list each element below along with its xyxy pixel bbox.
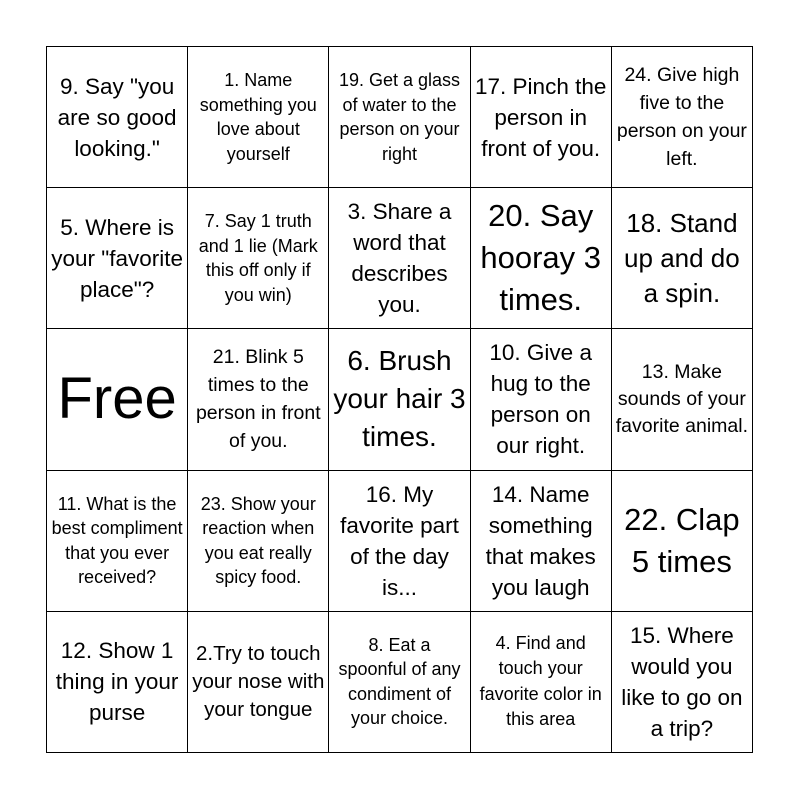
cell-text: 21. Blink 5 times to the person in front of you. bbox=[195, 346, 321, 453]
cell-text: 2.Try to touch your nose with your tongue bbox=[192, 641, 325, 721]
bingo-cell[interactable] bbox=[188, 188, 329, 329]
bingo-cell[interactable] bbox=[471, 329, 612, 470]
cell-text: 23. Show your reaction when you eat really spicy food. bbox=[200, 493, 316, 588]
bingo-cell[interactable] bbox=[612, 471, 753, 612]
cell-text: 7. Say 1 truth and 1 lie (Mark this off only if you win) bbox=[198, 211, 318, 305]
bingo-cell[interactable] bbox=[612, 329, 753, 470]
bingo-cell[interactable] bbox=[188, 329, 329, 470]
cell-text: 5. Where is your "favorite place"? bbox=[51, 214, 183, 302]
cell-text: 13. Make sounds of your favorite animal. bbox=[615, 360, 748, 437]
bingo-cell[interactable] bbox=[47, 612, 188, 753]
bingo-cell[interactable] bbox=[329, 47, 470, 188]
bingo-cell[interactable] bbox=[471, 47, 612, 188]
cell-text: 3. Share a word that describes you. bbox=[347, 199, 452, 318]
bingo-cell[interactable] bbox=[329, 188, 470, 329]
cell-text: 11. What is the best compliment that you ever received? bbox=[51, 493, 183, 588]
cell-text: 17. Pinch the person in front of you. bbox=[475, 73, 607, 161]
bingo-cell[interactable] bbox=[612, 188, 753, 329]
bingo-cell[interactable] bbox=[612, 47, 753, 188]
cell-text: 1. Name something you love about yourself bbox=[199, 70, 317, 164]
bingo-cell[interactable] bbox=[471, 612, 612, 753]
cell-text: 19. Get a glass of water to the person on your right bbox=[338, 70, 461, 164]
cell-text: 9. Say "you are so good looking." bbox=[57, 73, 177, 161]
bingo-cell[interactable] bbox=[471, 188, 612, 329]
bingo-cell[interactable] bbox=[47, 47, 188, 188]
bingo-cell[interactable] bbox=[188, 471, 329, 612]
cell-text: 12. Show 1 thing in your purse bbox=[55, 638, 179, 726]
cell-text: 18. Stand up and do a spin. bbox=[624, 207, 740, 308]
cell-text: 22. Clap 5 times bbox=[624, 501, 740, 579]
cell-text: 8. Eat a spoonful of any condiment of your choice. bbox=[338, 634, 461, 729]
cell-text: 4. Find and touch your favorite color in this area bbox=[479, 632, 602, 730]
cell-text: 10. Give a hug to the person on our right. bbox=[489, 340, 592, 459]
free-cell[interactable] bbox=[47, 329, 188, 470]
cell-text: 24. Give high five to the person on your left. bbox=[616, 64, 747, 171]
cell-text: 14. Name something that makes you laugh bbox=[485, 481, 596, 600]
bingo-board bbox=[46, 46, 753, 753]
cell-text: 16. My favorite part of the day is... bbox=[340, 481, 459, 600]
bingo-cell[interactable] bbox=[329, 612, 470, 753]
bingo-cell[interactable] bbox=[47, 188, 188, 329]
bingo-cell[interactable] bbox=[47, 471, 188, 612]
cell-text: 6. Brush your hair 3 times. bbox=[333, 345, 466, 453]
bingo-cell[interactable] bbox=[471, 471, 612, 612]
bingo-cell[interactable] bbox=[329, 471, 470, 612]
bingo-cell[interactable] bbox=[612, 612, 753, 753]
cell-text: Free bbox=[57, 366, 177, 432]
bingo-cell[interactable] bbox=[329, 329, 470, 470]
bingo-cell[interactable] bbox=[188, 612, 329, 753]
cell-text: 15. Where would you like to go on a trip? bbox=[621, 622, 743, 741]
cell-text: 20. Say hooray 3 times. bbox=[480, 198, 602, 318]
bingo-cell[interactable] bbox=[188, 47, 329, 188]
